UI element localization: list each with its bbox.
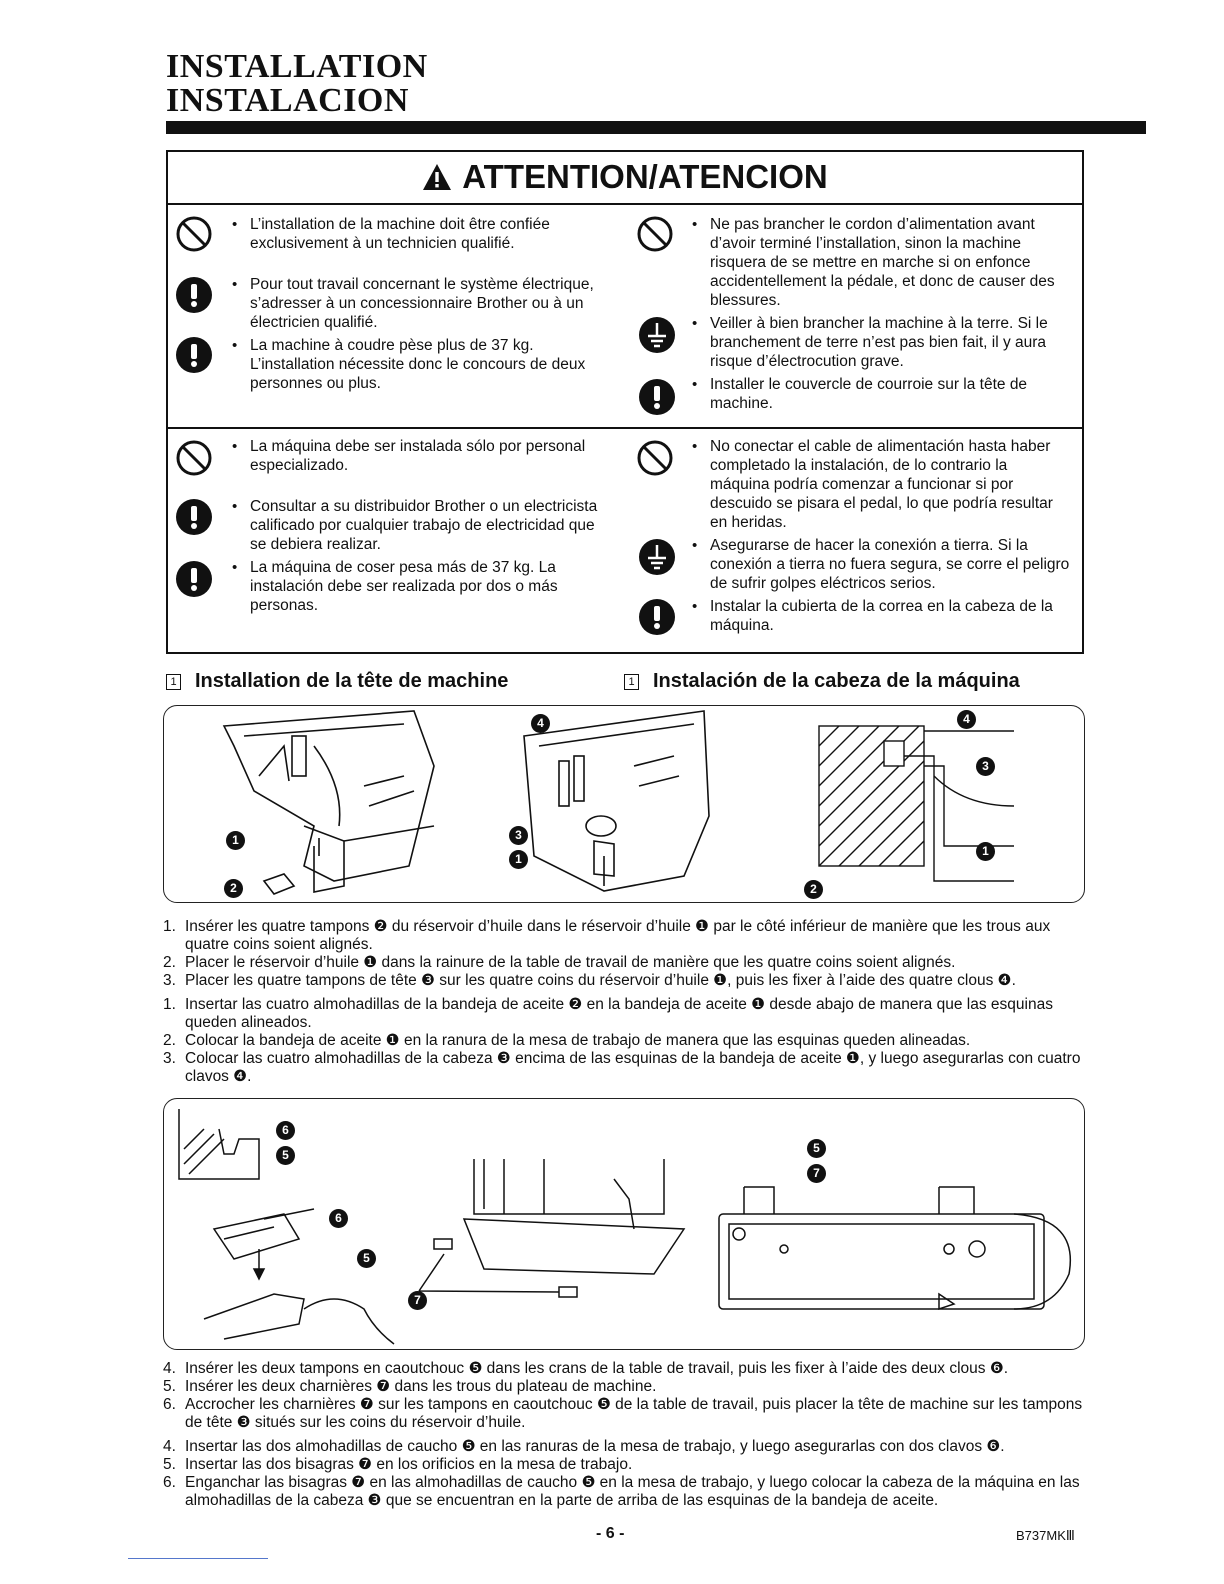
callout-2: 2 xyxy=(804,880,823,899)
callout-1: 1 xyxy=(509,850,528,869)
figure-drawing xyxy=(164,706,1084,902)
step-item xyxy=(163,972,1093,990)
callout-5: 5 xyxy=(357,1249,376,1268)
mandatory-icon xyxy=(175,336,213,374)
callout-2: 2 xyxy=(224,879,243,898)
warning-item: • La máquina de coser pesa más de 37 kg. La instalación debe ser realizada por dos o más personas. xyxy=(232,558,610,615)
warning-fr-right xyxy=(692,215,1070,419)
step-item xyxy=(163,1456,1093,1474)
step-number: 2. xyxy=(163,1032,176,1049)
warning-es-right xyxy=(692,437,1070,641)
step-text: Insertar las cuatro almohadillas de la bandeja de aceite ❷ en la bandeja de aceite ❶ desde abajo de manera que las esquinas queden alineados. xyxy=(185,996,1053,1031)
step-text: Enganchar las bisagras ❼ en las almohadillas de caucho ❺ en la mesa de trabajo, y luego colocar la cabeza de la máquina en las almohadillas de la cabeza ❸ que se encuentran en la parte de arriba de las esquinas de la bandeja de aceite. xyxy=(185,1474,1080,1509)
step-text: Insérer les quatre tampons ❷ du réservoir d’huile dans le réservoir d’huile ❶ par le côté inférieur de manière que les trous aux quatre coins soient alignés. xyxy=(185,918,1051,953)
step-item xyxy=(163,996,1093,1032)
callout-7: 7 xyxy=(807,1164,826,1183)
step-text: Insertar las dos bisagras ❼ en los orificios en la mesa de trabajo. xyxy=(185,1456,633,1473)
callout-6: 6 xyxy=(329,1209,348,1228)
step-number: 4. xyxy=(163,1438,176,1455)
warning-item: • La machine à coudre pèse plus de 37 kg. L’installation nécessite donc le concours de deux personnes ou plus. xyxy=(232,336,610,393)
ground-icon xyxy=(638,538,676,576)
step-number: 5. xyxy=(163,1378,176,1395)
step-item xyxy=(163,1032,1093,1050)
callout-3: 3 xyxy=(509,826,528,845)
step-number: 3. xyxy=(163,1050,176,1067)
step-number: 5. xyxy=(163,1456,176,1473)
prohibition-icon xyxy=(175,215,213,253)
footer-line xyxy=(128,1558,268,1559)
step-number: 1. xyxy=(163,996,176,1013)
step-item xyxy=(163,1378,1093,1396)
section-title-fr xyxy=(166,670,508,693)
callout-5: 5 xyxy=(807,1139,826,1158)
warning-item: • L’installation de la machine doit être confiée exclusivement à un technicien qualifié. xyxy=(232,215,610,253)
callout-4: 4 xyxy=(531,714,550,733)
callout-4: 4 xyxy=(957,710,976,729)
warning-item: • Installer le couvercle de courroie sur la tête de machine. xyxy=(692,375,1070,413)
warning-triangle-icon xyxy=(422,163,452,191)
page-title-es: INSTALACION xyxy=(166,82,409,119)
header-rule xyxy=(166,121,1146,134)
warning-item: • Veiller à bien brancher la machine à la terre. Si le branchement de terre n’est pas bien fait, il y aura risque d’électrocution grave. xyxy=(692,314,1070,371)
step-number: 1. xyxy=(163,918,176,935)
step-text: Colocar las cuatro almohadillas de la cabeza ❸ encima de las esquinas de la bandeja de aceite ❶, y luego asegurarlas con cuatro clavos ❹. xyxy=(185,1050,1081,1085)
callout-1: 1 xyxy=(226,831,245,850)
step-text: Colocar la bandeja de aceite ❶ en la ranura de la mesa de trabajo de manera que las esquinas queden alineadas. xyxy=(185,1032,971,1049)
page-title-fr: INSTALLATION xyxy=(166,48,428,85)
warning-item: • La máquina debe ser instalada sólo por personal especializado. xyxy=(232,437,610,475)
warning-item: • Pour tout travail concernant le système électrique, s’adresser à un concessionnaire Brother ou à un électricien qualifié. xyxy=(232,275,610,332)
warning-divider xyxy=(166,427,1084,429)
warning-item: • Instalar la cubierta de la correa en la cabeza de la máquina. xyxy=(692,597,1070,635)
step-number: 2. xyxy=(163,954,176,971)
step-text: Insertar las dos almohadillas de caucho ❺ en las ranuras de la mesa de trabajo, y luego asegurarlas con dos clavos ❻. xyxy=(185,1438,1005,1455)
step-text: Insérer les deux charnières ❼ dans les trous du plateau de machine. xyxy=(185,1378,657,1395)
step-item xyxy=(163,1438,1093,1456)
mandatory-icon xyxy=(638,598,676,636)
figure-oil-pan-installation xyxy=(163,705,1085,903)
step-item xyxy=(163,954,1093,972)
step-item xyxy=(163,1360,1093,1378)
callout-7: 7 xyxy=(408,1291,427,1310)
steps-fr-2 xyxy=(163,1360,1093,1432)
page-number: - 6 - xyxy=(596,1525,625,1542)
figure-drawing xyxy=(164,1099,1084,1349)
step-text: Accrocher les charnières ❼ sur les tampons en caoutchouc ❺ de la table de travail, puis placer la tête de machine sur les tampons de tête ❸ situés sur les coins du réservoir d’huile. xyxy=(185,1396,1083,1431)
mandatory-icon xyxy=(175,498,213,536)
steps-es-2 xyxy=(163,1438,1093,1510)
warning-header xyxy=(166,150,1084,205)
step-item xyxy=(163,1050,1093,1086)
section-title-fr-text: Installation de la tête de machine xyxy=(195,670,509,692)
step-number: 3. xyxy=(163,972,176,989)
mandatory-icon xyxy=(175,276,213,314)
callout-3: 3 xyxy=(976,757,995,776)
step-item xyxy=(163,918,1093,954)
step-number: 6. xyxy=(163,1474,176,1491)
step-text: Placer les quatre tampons de tête ❸ sur les quatre coins du réservoir d’huile ❶, puis les fixer à l’aide des quatre clous ❹. xyxy=(185,972,1016,989)
figure-machine-head-installation xyxy=(163,1098,1085,1350)
step-number: 4. xyxy=(163,1360,176,1377)
prohibition-icon xyxy=(636,215,674,253)
callout-1: 1 xyxy=(976,842,995,861)
ground-icon xyxy=(638,316,676,354)
mandatory-icon xyxy=(175,560,213,598)
steps-es-1 xyxy=(163,996,1093,1086)
step-item xyxy=(163,1474,1093,1510)
section-number: 1 xyxy=(624,674,639,690)
prohibition-icon xyxy=(175,439,213,477)
warning-fr-left xyxy=(232,215,610,399)
mandatory-icon xyxy=(638,378,676,416)
steps-fr-1 xyxy=(163,918,1093,990)
section-number: 1 xyxy=(166,674,181,690)
step-number: 6. xyxy=(163,1396,176,1413)
prohibition-icon xyxy=(636,439,674,477)
section-title-es-text: Instalación de la cabeza de la máquina xyxy=(653,670,1020,692)
warning-item: • Consultar a su distribuidor Brother o un electricista calificado por cualquier trabajo de electricidad que se debiera realizar. xyxy=(232,497,610,554)
warning-item: • Ne pas brancher le cordon d’alimentation avant d’avoir terminé l’installation, sinon la machine risquera de se mettre en marche si on enfonce accidentellement la pédale, et donc de causer des blessures. xyxy=(692,215,1070,310)
warning-es-left xyxy=(232,437,610,621)
warning-title: ATTENTION/ATENCION xyxy=(462,157,828,195)
callout-6: 6 xyxy=(276,1121,295,1140)
step-item xyxy=(163,1396,1093,1432)
warning-item: • No conectar el cable de alimentación hasta haber completado la instalación, de lo contrario la máquina podría comenzar a funcionar si por descuido se pisara el pedal, lo que podría resultar en heridas. xyxy=(692,437,1070,532)
step-text: Insérer les deux tampons en caoutchouc ❺ dans les crans de la table de travail, puis les fixer à l’aide des deux clous ❻. xyxy=(185,1360,1009,1377)
callout-5: 5 xyxy=(276,1146,295,1165)
warning-item: • Asegurarse de hacer la conexión a tierra. Si la conexión a tierra no fuera segura, se corre el peligro de sufrir golpes eléctricos serios. xyxy=(692,536,1070,593)
section-title-es xyxy=(624,670,1020,693)
step-text: Placer le réservoir d’huile ❶ dans la rainure de la table de travail de manière que les quatre coins soient alignés. xyxy=(185,954,956,971)
model-code: B737MKⅢ xyxy=(1016,1528,1075,1543)
